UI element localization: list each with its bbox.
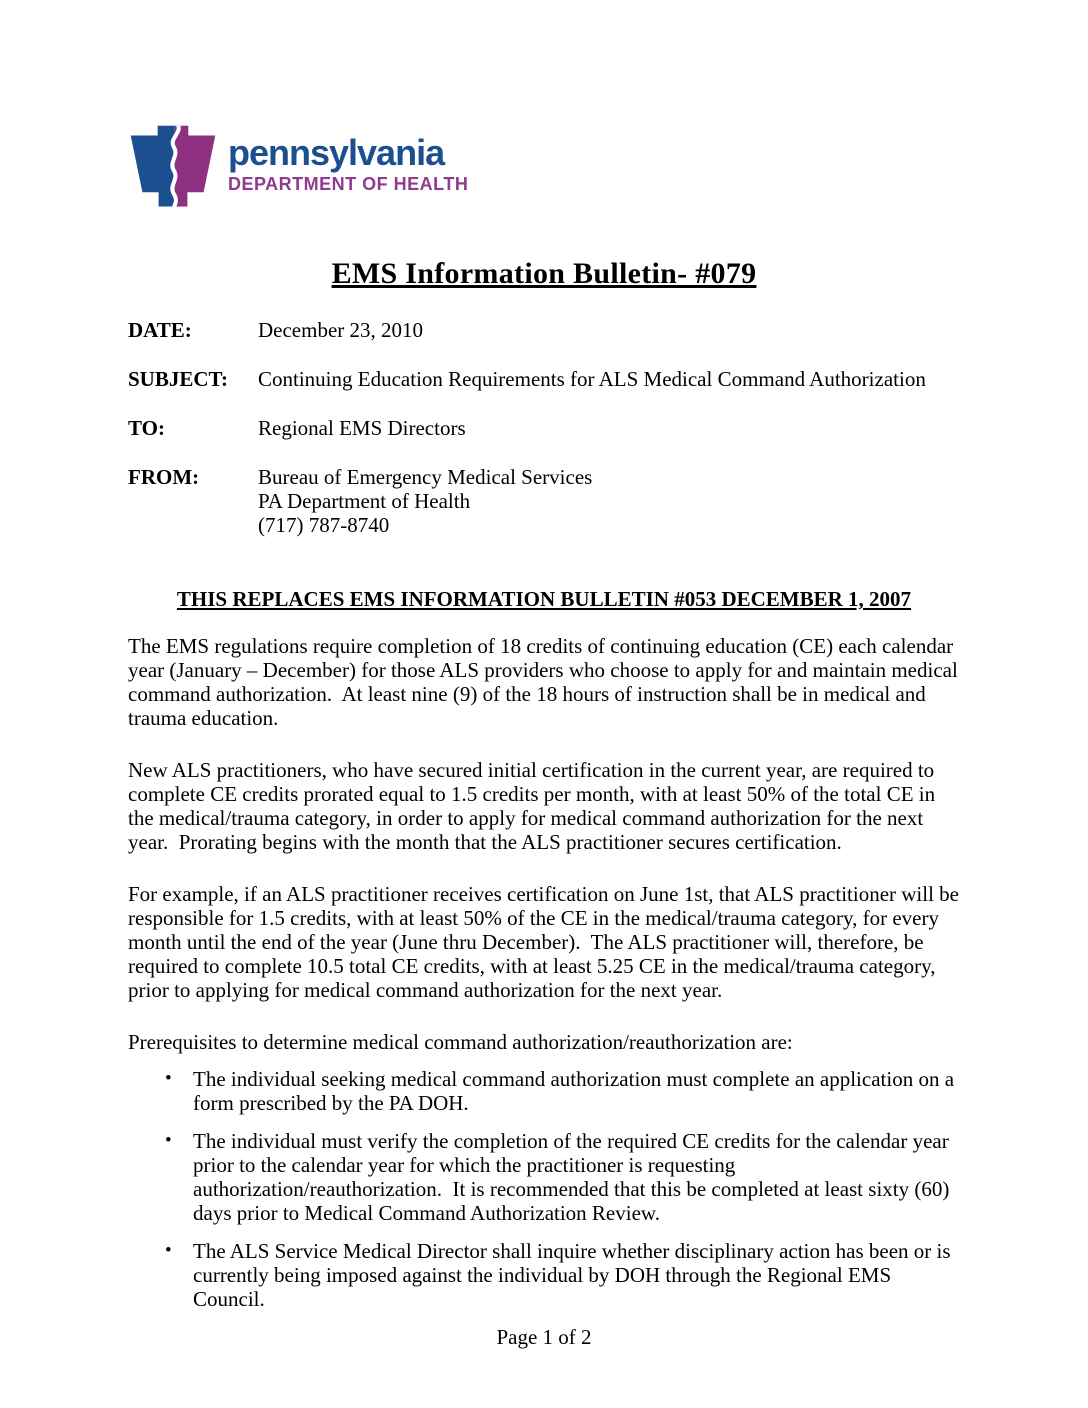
memo-from-line-2: PA Department of Health [258,489,471,513]
bullet-icon: • [165,1068,172,1089]
list-item [128,1129,960,1225]
memo-value-date: December 23, 2010 [258,318,424,342]
memo-row-to [128,416,960,440]
keystone-caduceus-icon [128,123,218,211]
prerequisites-list [128,1067,960,1311]
memo-label-subject: SUBJECT: [128,367,228,391]
memo-row-date [128,318,960,342]
list-item-text: The individual must verify the completion of the required CE credits for the calendar year prior to the calendar year for which the practitioner is requesting authorization/reauthorization. It is recommended that this be completed at least sixty (60) days prior to Medical Command Authorization Review. [193,1129,955,1225]
list-item-text: The individual seeking medical command authorization must complete an application on a form prescribed by the PA DOH. [193,1067,960,1115]
memo-label-date: DATE: [128,318,192,342]
page-number: Page 1 of 2 [496,1325,592,1349]
body-paragraph-3: For example, if an ALS practitioner receives certification on June 1st, that ALS practitioner will be responsible for 1.5 credits, with at least 50% of the CE in the medical/trauma category, for every month until the end of the year (June thru December). The ALS practitioner will, therefore, be required to complete 10.5 total CE credits, with at least 5.25 CE in the medical/trauma category, prior to applying for medical command authorization for the next year. [128,882,965,1002]
logo-wordmark [228,123,468,195]
memo-label-from: FROM: [128,465,200,489]
memo-header-block [128,318,960,537]
keystone-right-half [175,124,218,210]
keystone-left-half [128,124,175,210]
list-item [128,1067,960,1115]
logo-department-text: DEPARTMENT OF HEALTH [228,174,469,194]
list-item [128,1239,960,1311]
memo-value-subject: Continuing Education Requirements for ALS Medical Command Authorization [258,367,926,391]
memo-value-from [258,465,960,537]
logo-brand-text: pennsylvania [228,132,445,173]
bullet-icon: • [165,1240,172,1261]
memo-label-to: TO: [128,416,165,440]
body-paragraph-2: New ALS practitioners, who have secured initial certification in the current year, are required to complete CE credits prorated equal to 1.5 credits per month, with at least 50% of the total CE in the medical/trauma category, in order to apply for medical command authorization for the next year. Prorating begins with the month that the ALS practitioner secures certification. [128,758,941,854]
body-paragraph-1: The EMS regulations require completion of 18 credits of continuing education (CE) each calendar year (January – December) for those ALS providers who choose to apply for and maintain medical command authorization. At least nine (9) of the 18 hours of instruction shall be in medical and trauma education. [128,634,964,730]
memo-from-line-1: Bureau of Emergency Medical Services [258,465,593,489]
pa-doh-logo [128,123,960,215]
memo-value-to: Regional EMS Directors [258,416,466,440]
bulletin-title: EMS Information Bulletin- #079 [331,257,757,290]
memo-row-subject [128,367,960,391]
memo-row-from [128,465,960,537]
prerequisites-intro: Prerequisites to determine medical command authorization/reauthorization are: [128,1030,793,1054]
bullet-icon: • [165,1130,172,1151]
replaces-notice: THIS REPLACES EMS INFORMATION BULLETIN #053 DECEMBER 1, 2007 [176,587,912,611]
list-item-text: The ALS Service Medical Director shall inquire whether disciplinary action has been or is currently being imposed against the individual by DOH through the Regional EMS Council. [193,1239,956,1311]
memo-from-line-3: (717) 787-8740 [258,513,390,537]
